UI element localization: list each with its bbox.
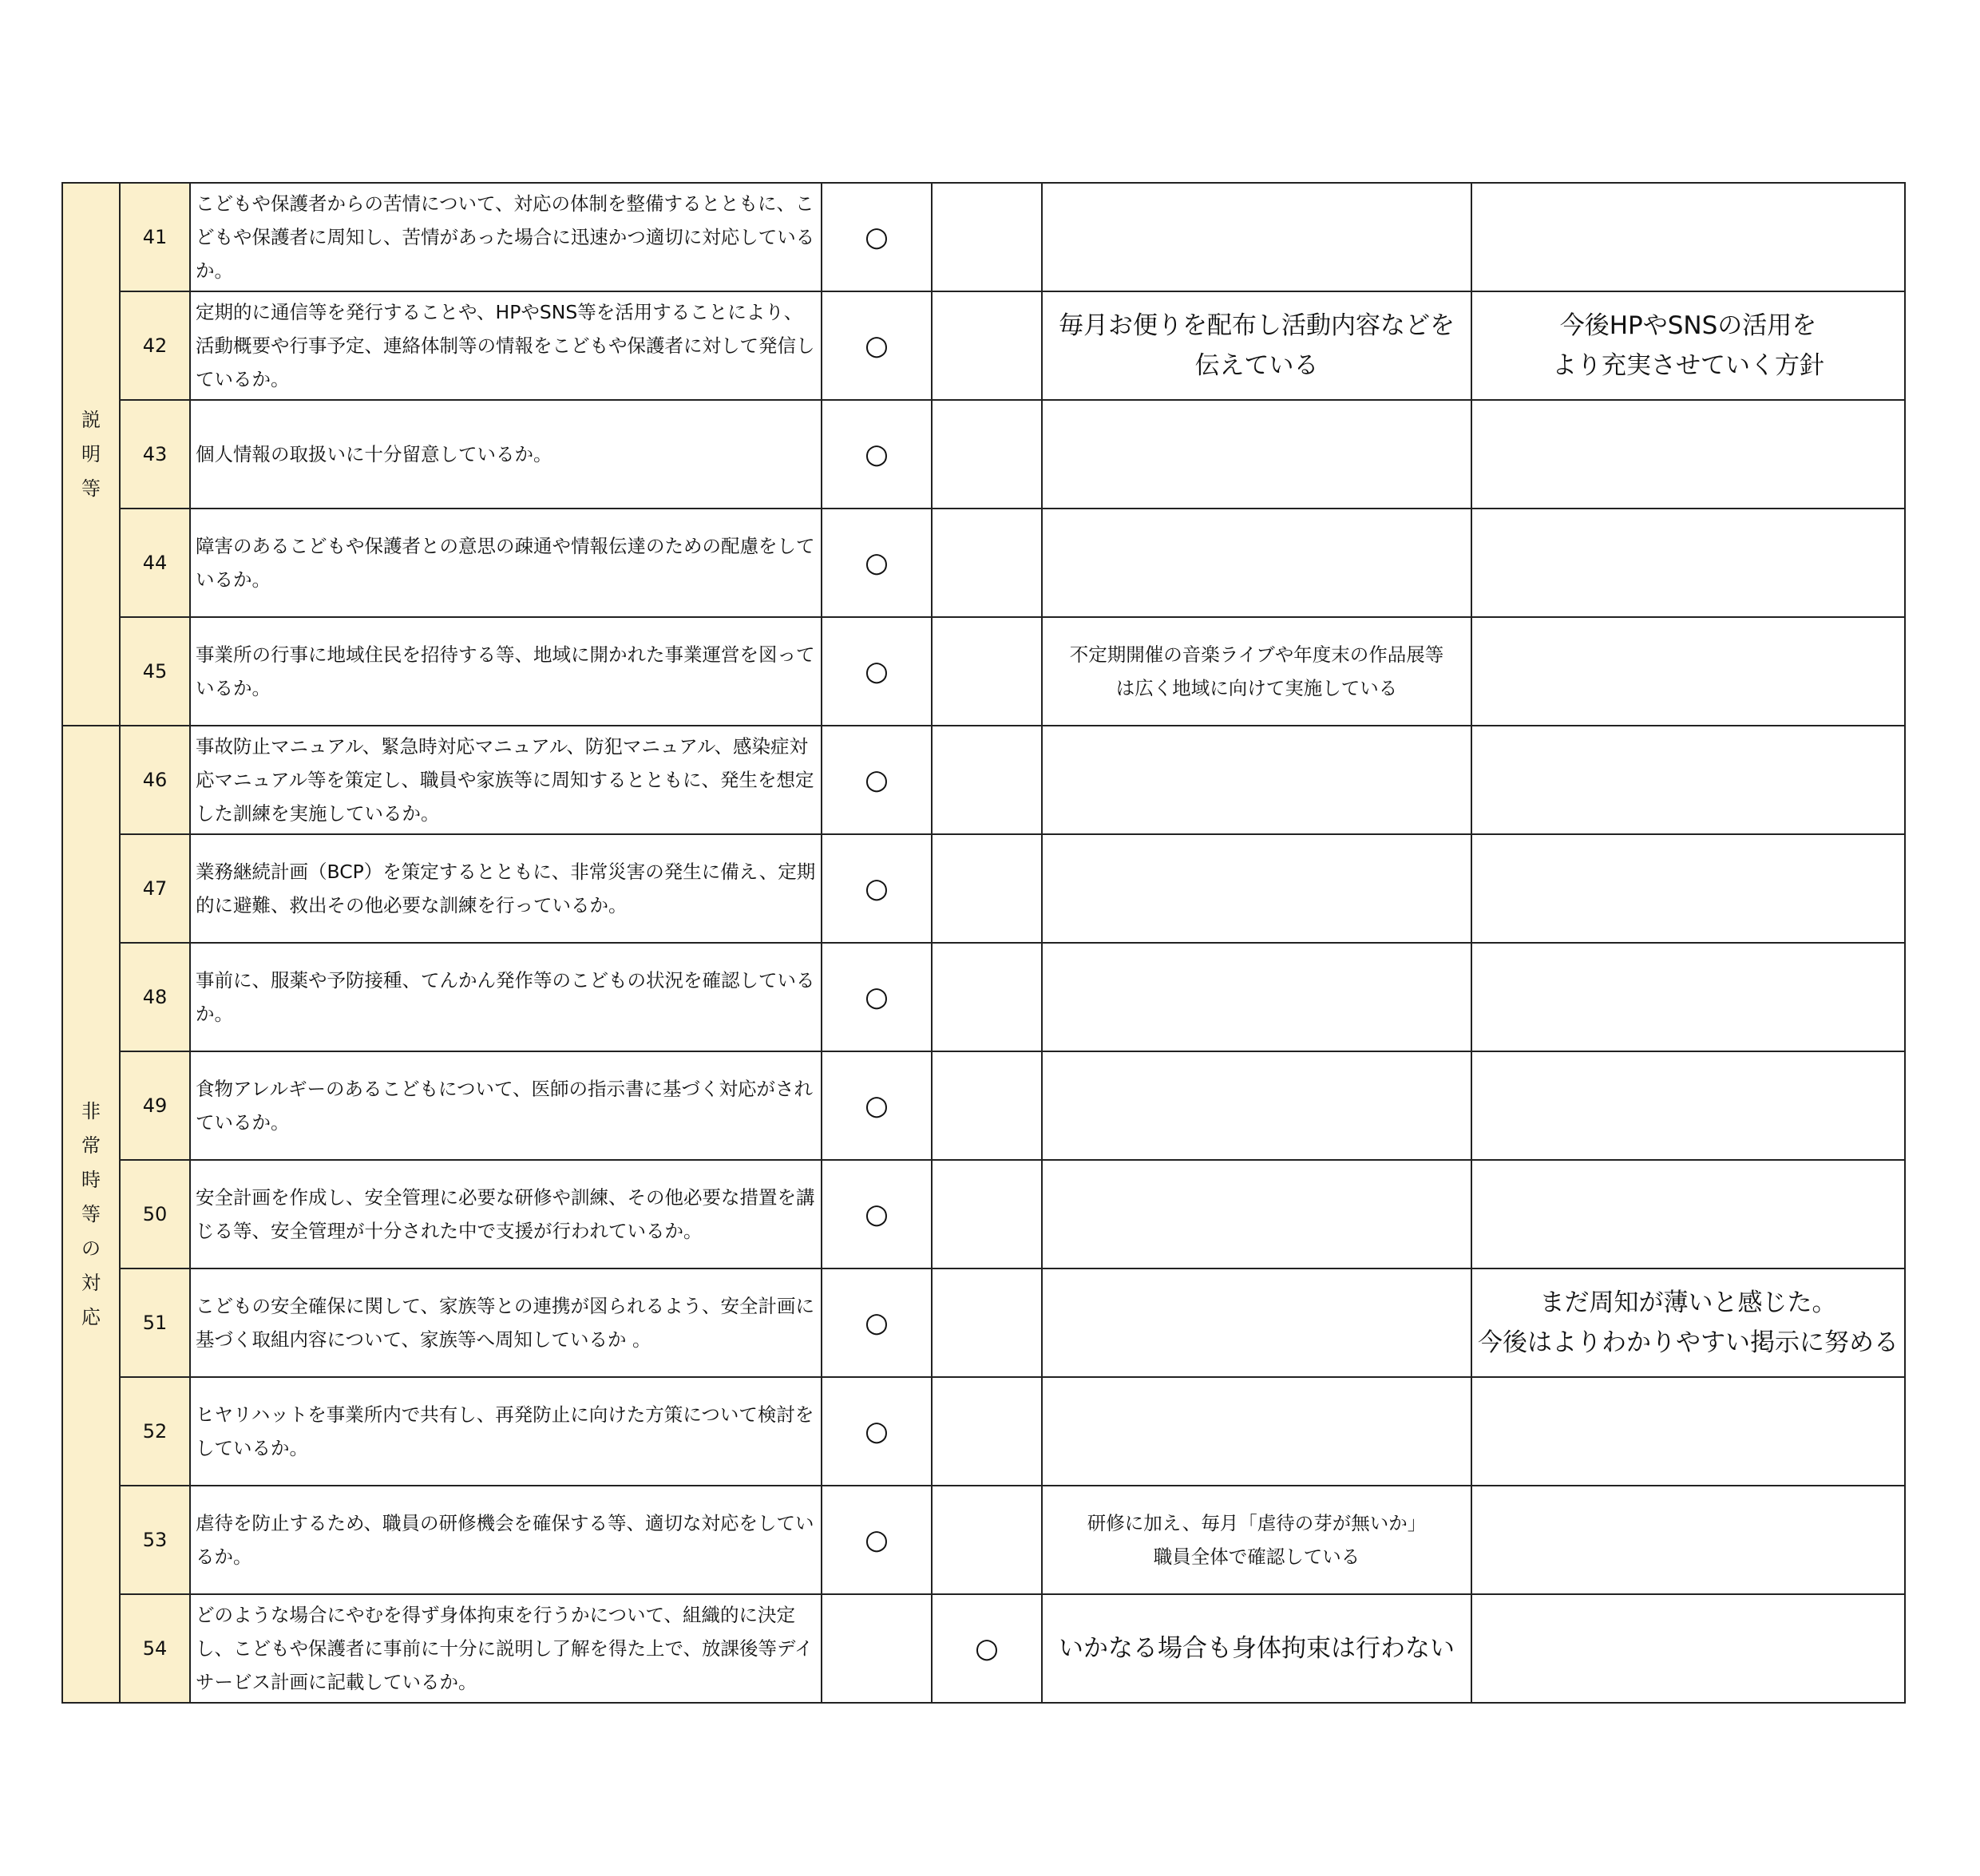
no-mark (932, 617, 1042, 726)
table-row (62, 1160, 1905, 1268)
no-mark (932, 943, 1042, 1051)
comment-cell: 毎月お便りを配布し活動内容などを 伝えている (1042, 291, 1471, 400)
improvement-cell (1471, 509, 1905, 617)
item-number: 46 (120, 726, 190, 834)
question-text: 食物アレルギーのあるこどもについて、医師の指示書に基づく対応がされているか。 (190, 1051, 822, 1160)
table-row (62, 617, 1905, 726)
no-mark (932, 1486, 1042, 1594)
item-number: 49 (120, 1051, 190, 1160)
table-row (62, 1051, 1905, 1160)
question-text: 定期的に通信等を発行することや、HPやSNS等を活用することにより、活動概要や行事予定、連絡体制等の情報をこどもや保護者に対して発信しているか。 (190, 291, 822, 400)
yes-mark: ○ (822, 400, 932, 509)
improvement-cell: まだ周知が薄いと感じた。 今後はよりわかりやすい掲示に努める (1471, 1268, 1905, 1377)
item-number: 48 (120, 943, 190, 1051)
table-row (62, 1594, 1905, 1703)
yes-mark: ○ (822, 1051, 932, 1160)
comment-cell (1042, 1268, 1471, 1377)
improvement-cell (1471, 1486, 1905, 1594)
category-char: 応 (81, 1305, 101, 1328)
no-mark (932, 291, 1042, 400)
question-text: 事故防止マニュアル、緊急時対応マニュアル、防犯マニュアル、感染症対応マニュアル等を策定し、職員や家族等に周知するとともに、発生を想定した訓練を実施しているか。 (190, 726, 822, 834)
improvement-cell (1471, 834, 1905, 943)
comment-cell: 不定期開催の音楽ライブや年度末の作品展等 は広く地域に向けて実施している (1042, 617, 1471, 726)
table-row (62, 1377, 1905, 1486)
question-text: ヒヤリハットを事業所内で共有し、再発防止に向けた方策について検討をしているか。 (190, 1377, 822, 1486)
improvement-cell (1471, 1377, 1905, 1486)
question-text: 安全計画を作成し、安全管理に必要な研修や訓練、その他必要な措置を講じる等、安全管理が十分された中で支援が行われているか。 (190, 1160, 822, 1268)
category-char: 時 (81, 1168, 101, 1191)
table-row (62, 943, 1905, 1051)
improvement-cell (1471, 183, 1905, 291)
improvement-cell (1471, 617, 1905, 726)
yes-mark: ○ (822, 617, 932, 726)
item-number: 53 (120, 1486, 190, 1594)
improvement-cell (1471, 726, 1905, 834)
comment-cell (1042, 943, 1471, 1051)
item-number: 41 (120, 183, 190, 291)
no-mark (932, 509, 1042, 617)
table-row (62, 1268, 1905, 1377)
category-char: 等 (81, 477, 101, 500)
improvement-cell: 今後HPやSNSの活用を より充実させていく方針 (1471, 291, 1905, 400)
comment-cell (1042, 726, 1471, 834)
comment-cell (1042, 183, 1471, 291)
no-mark: ○ (932, 1594, 1042, 1703)
question-text: 虐待を防止するため、職員の研修機会を確保する等、適切な対応をしているか。 (190, 1486, 822, 1594)
yes-mark: ○ (822, 726, 932, 834)
no-mark (932, 1268, 1042, 1377)
item-number: 54 (120, 1594, 190, 1703)
category-char: の (81, 1237, 101, 1260)
category-emergency (62, 726, 120, 1703)
no-mark (932, 834, 1042, 943)
question-text: 事業所の行事に地域住民を招待する等、地域に開かれた事業運営を図っているか。 (190, 617, 822, 726)
yes-mark (822, 1594, 932, 1703)
comment-cell (1042, 509, 1471, 617)
category-char: 等 (81, 1202, 101, 1225)
evaluation-table (61, 182, 1906, 1704)
comment-cell (1042, 400, 1471, 509)
comment-cell (1042, 1051, 1471, 1160)
item-number: 43 (120, 400, 190, 509)
question-text: 事前に、服薬や予防接種、てんかん発作等のこどもの状況を確認しているか。 (190, 943, 822, 1051)
question-text: 障害のあるこどもや保護者との意思の疎通や情報伝達のための配慮をしているか。 (190, 509, 822, 617)
table-row (62, 726, 1905, 834)
question-text: どのような場合にやむを得ず身体拘束を行うかについて、組織的に決定し、こどもや保護者に事前に十分に説明し了解を得た上で、放課後等デイサービス計画に記載しているか。 (190, 1594, 822, 1703)
category-explanation (62, 183, 120, 726)
improvement-cell (1471, 1160, 1905, 1268)
no-mark (932, 183, 1042, 291)
table-row (62, 834, 1905, 943)
comment-cell (1042, 834, 1471, 943)
improvement-cell (1471, 1051, 1905, 1160)
yes-mark: ○ (822, 1377, 932, 1486)
item-number: 45 (120, 617, 190, 726)
table-row (62, 509, 1905, 617)
yes-mark: ○ (822, 509, 932, 617)
question-text: 個人情報の取扱いに十分留意しているか。 (190, 400, 822, 509)
yes-mark: ○ (822, 943, 932, 1051)
table-row (62, 183, 1905, 291)
question-text: こどもや保護者からの苦情について、対応の体制を整備するとともに、こどもや保護者に周知し、苦情があった場合に迅速かつ適切に対応しているか。 (190, 183, 822, 291)
item-number: 50 (120, 1160, 190, 1268)
improvement-cell (1471, 1594, 1905, 1703)
table-row (62, 1486, 1905, 1594)
no-mark (932, 1051, 1042, 1160)
no-mark (932, 1160, 1042, 1268)
table-row (62, 291, 1905, 400)
category-char: 常 (81, 1134, 101, 1157)
question-text: 業務継続計画（BCP）を策定するとともに、非常災害の発生に備え、定期的に避難、救出その他必要な訓練を行っているか。 (190, 834, 822, 943)
comment-cell: いかなる場合も身体拘束は行わない (1042, 1594, 1471, 1703)
question-text: こどもの安全確保に関して、家族等との連携が図られるよう、安全計画に基づく取組内容について、家族等へ周知しているか 。 (190, 1268, 822, 1377)
yes-mark: ○ (822, 1486, 932, 1594)
improvement-cell (1471, 400, 1905, 509)
yes-mark: ○ (822, 1268, 932, 1377)
item-number: 51 (120, 1268, 190, 1377)
no-mark (932, 1377, 1042, 1486)
yes-mark: ○ (822, 291, 932, 400)
item-number: 44 (120, 509, 190, 617)
comment-cell: 研修に加え、毎月「虐待の芽が無いか」 職員全体で確認している (1042, 1486, 1471, 1594)
item-number: 42 (120, 291, 190, 400)
table-body (62, 183, 1905, 1703)
yes-mark: ○ (822, 183, 932, 291)
category-char: 明 (81, 442, 101, 465)
item-number: 52 (120, 1377, 190, 1486)
table-row (62, 400, 1905, 509)
comment-cell (1042, 1377, 1471, 1486)
item-number: 47 (120, 834, 190, 943)
category-char: 非 (81, 1099, 101, 1122)
comment-cell (1042, 1160, 1471, 1268)
yes-mark: ○ (822, 834, 932, 943)
no-mark (932, 726, 1042, 834)
category-char: 説 (81, 408, 101, 431)
yes-mark: ○ (822, 1160, 932, 1268)
improvement-cell (1471, 943, 1905, 1051)
category-char: 対 (81, 1271, 101, 1294)
no-mark (932, 400, 1042, 509)
